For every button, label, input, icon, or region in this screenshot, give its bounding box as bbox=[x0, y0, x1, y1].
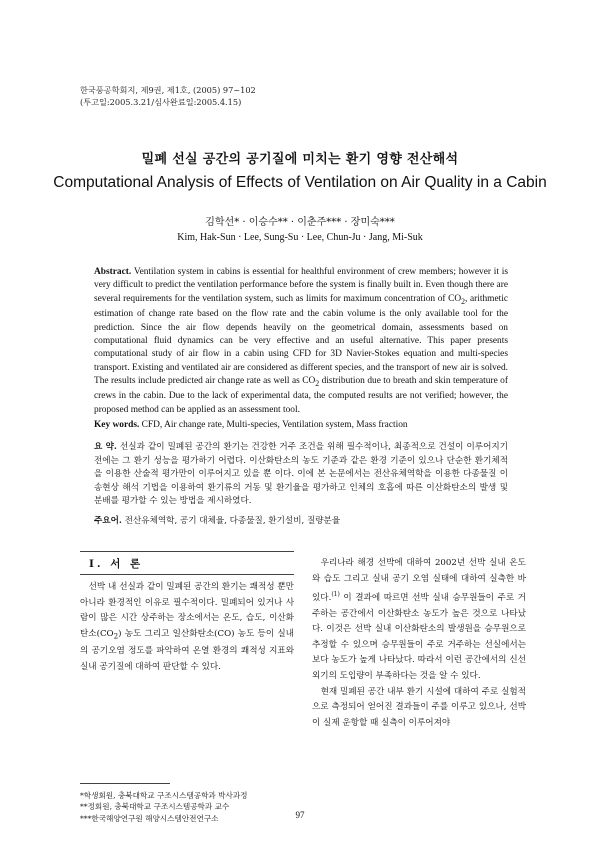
abstract-label: Abstract. bbox=[94, 267, 132, 277]
intro-paragraph-1: 선박 내 선실과 같이 밀폐된 공간의 환기는 쾌적성 뿐만아니라 환경적인 이유로 필수적이다. 밀폐되어 있거나 사람이 많은 시간 상주하는 장소에서는 온도, 습도, 이산화탄소$(CO_2)$ 농도 그리고 일산화탄소(CO) 농도 등이 실내의 공기오염 정도를 파악하여 온열 환경의 쾌적성 지표와 실내 공기질에 대하여 판단할 수 있다. bbox=[80, 582, 294, 672]
keywords-korean: 주요어. 전산유체역학, 공기 대체율, 다종물질, 환기설비, 질량분율 bbox=[94, 516, 341, 526]
journal-info: 한국풍공학회지, 제9권, 제1호, (2005) 97~102 bbox=[80, 85, 256, 95]
intro-column-right bbox=[312, 556, 526, 731]
authors-korean: 김학선* · 이승수** · 이춘주*** · 장미숙*** bbox=[205, 217, 395, 228]
intro-paragraph-3: 현재 밀폐된 공간 내부 환기 시설에 대하여 주로 실험적으로 측정되어 얻어진 결과들이 주를 이루고 있으나, 선박이 실제 운항할 때 실측이 이루어져야 bbox=[312, 686, 526, 728]
authors-english: Kim, Hak-Sun · Lee, Sung-Su · Lee, Chun-Ju · Jang, Mi-Suk bbox=[177, 232, 423, 243]
page-number: 97 bbox=[295, 810, 305, 820]
keywords-korean-label: 주요어. bbox=[94, 516, 122, 526]
footnote-item: **정회원, 충북대학교 구조시스템공학과 교수 bbox=[80, 802, 230, 812]
title-english: Computational Analysis of Effects of Ventilation on Air Quality in a Cabin bbox=[53, 174, 547, 191]
footnote-item: *학생회원, 충북대학교 구조시스템공학과 박사과정 bbox=[80, 791, 248, 800]
footnote-item: ***한국해양연구원 해양시스템안전연구소 bbox=[80, 813, 219, 823]
section-heading-introduction: I. 서 론 bbox=[89, 558, 144, 570]
submission-dates: (투고일:2005.3.21/심사완료일:2005.4.15) bbox=[80, 97, 242, 107]
intro-column-left bbox=[80, 580, 294, 675]
section-rule-bottom bbox=[80, 574, 294, 575]
abstract-korean: 요 약. 선실과 같이 밀폐된 공간의 환기는 건강한 거주 조건을 위해 필수적이나, 최종적으로 건설이 이루어지기 전에는 그 환기 성능을 평가하기 어렵다. 이산화탄소의 농도 기준과 같은 환경 기준이 있으나 단순한 환기체적을 이용한 산술적 평가만이 이루어지고 있을 뿐 이다. 이에 본 논문에서는 전산유체역학을 이용한 다종물질 이송현상 해석 기법을 이용하여 환기류의 거동 및 환기율을 평가하고 인체의 호흡에 따른 이산화탄소의 발생 및 분배를 평가할 수 있는 방법을 제시하였다. bbox=[94, 442, 509, 507]
abstract: Abstract. Ventilation system in cabins is essential for healthful environment of crew members; however it is very difficult to predict the ventilation performance before the system is finally built in. Even though there are several requirements for the ventilation system, such as limits for maximum concentration of $CO_2$, arithmetic estimation of change rate based on the flow rate and the cabin volume is the only available tool for the prediction. Since the air flow depends heavily on the geometrical domain, assessments based on computational fluid dynamics can be very effective and an useful alternative. This paper presents computational study of air flow in a cabin using CFD for 3D Navier-Stokes equation and multi-species transport. Existing and ventilated air are considered as different species, and the transport of new air is solved. The results include predicted air change rate as well as $CO_2$ distribution due to breath and skin temperature of crews in the cabin. Due to the lack of experimental data, the computed results are not verified; however, the proposed method can be applied as an assessment tool. bbox=[94, 267, 508, 415]
abstract-korean-label: 요 약. bbox=[94, 442, 117, 452]
keywords: Key words. CFD, Air change rate, Multi-species, Ventilation system, Mass fraction bbox=[94, 420, 408, 430]
keywords-label: Key words. bbox=[94, 420, 140, 430]
footnote-rule bbox=[80, 783, 170, 784]
section-rule-top bbox=[80, 551, 294, 552]
intro-paragraph-2: 우리나라 해경 선박에 대하여 2002년 선박 실내 온도와 습도 그리고 실내 공기 오염 실태에 대하여 실측한 바 있다.$^{(1)}$ 이 결과에 따르면 선박 실내 승무원들이 주로 거주하는 공간에서 이산화탄소 농도가 높은 것으로 나타났다. 이것은 선박 실내 이산화탄소의 발생원을 승무원으로 추정할 수 있으며 승무원들이 주로 거주하는 선실에서는 보다 농도가 높게 나타났다. 따라서 이런 공간에서의 신선외기의 도입량이 부족하다는 것을 알 수 있다. bbox=[312, 558, 526, 682]
title-korean: 밀폐 선실 공간의 공기질에 미치는 환기 영향 전산해석 bbox=[141, 152, 459, 167]
